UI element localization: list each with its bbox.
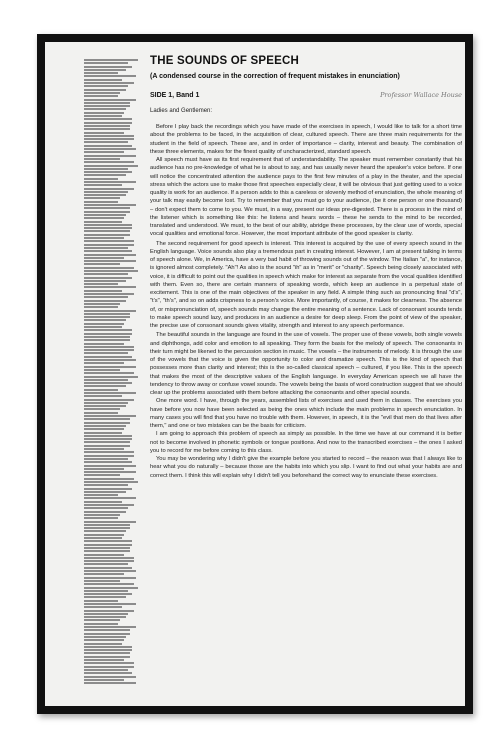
side-text-line: [84, 346, 134, 348]
side-text-line: [84, 89, 126, 91]
side-text-line: [84, 590, 128, 592]
side-text-line: [84, 62, 128, 64]
side-text-line: [84, 666, 134, 668]
side-text-line: [84, 296, 128, 298]
side-text-line: [84, 247, 128, 249]
side-text-line: [84, 639, 124, 641]
side-text-line: [84, 165, 138, 167]
document-title: THE SOUNDS OF SPEECH: [150, 55, 300, 67]
side-text-line: [84, 286, 136, 288]
side-text-line: [84, 108, 126, 110]
side-text-line: [84, 326, 122, 328]
side-text-line: [84, 359, 136, 361]
side-text-line: [84, 132, 124, 134]
side-text-line: [84, 412, 118, 414]
side-text-line: [84, 613, 128, 615]
side-text-line: [84, 408, 120, 410]
side-text-line: [84, 221, 122, 223]
side-text-line: [84, 362, 124, 364]
side-text-line: [84, 507, 128, 509]
side-text-line: [84, 461, 132, 463]
side-text-line: [84, 273, 128, 275]
side-text-line: [84, 672, 132, 674]
side-text-line: [84, 435, 132, 437]
side-text-line: [84, 554, 124, 556]
side-text-line: [84, 181, 136, 183]
side-text-line: [84, 669, 128, 671]
side-text-line: [84, 227, 132, 229]
side-text-line: [84, 92, 120, 94]
side-text-line: [84, 415, 136, 417]
side-text-line: [84, 593, 132, 595]
side-text-line: [84, 600, 118, 602]
side-text-line: [84, 280, 126, 282]
side-text-line: [84, 438, 132, 440]
side-text-line: [84, 125, 130, 127]
side-text-line: [84, 474, 120, 476]
side-text-line: [84, 207, 130, 209]
paragraph: You may be wondering why I didn't give the example before you started to record – the reason was that I always like to hear what you do naturally – because those are the habits into which you slip. I want to find out what your habits are and correct them. I think this will explain why I didn't tell you beforehand the correct way to enunciate these exercises.: [150, 456, 462, 479]
side-text-line: [84, 155, 136, 157]
side-text-line: [84, 267, 134, 269]
side-text-line: [84, 75, 136, 77]
side-text-line: [84, 148, 136, 150]
side-text-line: [84, 468, 124, 470]
side-text-line: [84, 376, 138, 378]
side-text-line: [84, 484, 128, 486]
side-text-line: [84, 530, 126, 532]
side-text-line: [84, 395, 122, 397]
side-text-line: [84, 369, 120, 371]
side-text-line: [84, 610, 134, 612]
side-text-line: [84, 458, 128, 460]
side-text-line: [84, 128, 130, 130]
side-text-line: [84, 405, 126, 407]
side-text-line: [84, 616, 126, 618]
side-text-line: [84, 118, 132, 120]
side-text-line: [84, 491, 126, 493]
side-text-line: [84, 356, 132, 358]
side-text-line: [84, 161, 134, 163]
side-text-line: [84, 478, 134, 480]
side-text-line: [84, 135, 134, 137]
side-text-line: [84, 293, 134, 295]
side-text-line: [84, 184, 122, 186]
side-text-line: [84, 197, 120, 199]
side-text-line: [84, 441, 130, 443]
side-text-line: [84, 481, 138, 483]
side-text-line: [84, 145, 132, 147]
side-text-line: [84, 59, 138, 61]
side-text-line: [84, 626, 136, 628]
side-text-line: [84, 214, 126, 216]
side-text-line: [84, 570, 136, 572]
side-text-line: [84, 138, 134, 140]
side-text-line: [84, 102, 130, 104]
side-band-label: SIDE 1, Band 1: [150, 92, 200, 99]
side-text-line: [84, 656, 130, 658]
side-text-line: [84, 115, 122, 117]
side-text-line: [84, 537, 122, 539]
side-text-line: [84, 72, 118, 74]
side-text-line: [84, 244, 134, 246]
side-text-line: [84, 596, 126, 598]
side-text-line: [84, 494, 118, 496]
greeting: Ladies and Gentlemen:: [150, 108, 213, 114]
side-text-column: [84, 59, 138, 691]
side-text-line: [84, 643, 122, 645]
side-text-line: [84, 333, 132, 335]
side-text-line: [84, 560, 134, 562]
side-text-line: [84, 194, 126, 196]
side-text-line: [84, 606, 122, 608]
side-text-line: [84, 313, 130, 315]
side-text-line: [84, 514, 120, 516]
side-text-line: [84, 682, 136, 684]
side-text-line: [84, 263, 120, 265]
side-text-line: [84, 623, 118, 625]
side-text-line: [84, 389, 118, 391]
side-text-line: [84, 540, 132, 542]
side-text-line: [84, 303, 120, 305]
side-text-line: [84, 372, 134, 374]
side-text-line: [84, 237, 124, 239]
side-text-line: [84, 323, 124, 325]
paragraph: I am going to approach this problem of speech as simply as possible. In the time we have at our command it is better not to become involved in phonetic symbols or tongue positions. And now to the transcribed exercises – the ones I asked you to record for me before coming to this class.: [150, 431, 462, 454]
side-text-line: [84, 260, 136, 262]
side-text-line: [84, 336, 130, 338]
side-text-line: [84, 224, 132, 226]
paragraph: All speech must have as its first requirement that of understandability. The speaker must remember constantly that his audience has no pre-knowledge of what he is about to say, and has usually never heard the speaker's voice before. If one will notice the concentrated attention the audience pays to the first few minutes of a play in the theater, and the special stress which the actors use to make those first speeches especially clear, it will be obvious that just getting used to a voice quality is work for an audience. If a person adds to this a careless or slovenly method of enunciation, the whole meaning of your talk may easily become lost. Try to remember that you must go to your audience, (be it one person or one thousand) – don't expect them to come to you. We must, in a way, present our ideas pre-digested. There is a process in the mind of the listener which is something like this: he listens and hears words – these he sends to the mind to be recorded, translated and understood. We must, to the best of our ability, abridge these processes, by the clear use of words, special vocal qualities and emotional force. However, the most important attribute of the good speaker is clarity.: [150, 157, 462, 238]
paragraph: The beautiful sounds in the language are found in the use of vowels. The proper use of these vowels, both single vowels and diphthongs, add color and emotion to all speaking. They form the basis for the melody of speech. The consonants in their turn might be likened to the percussion section in music. The vowels – the instruments of melody. It is through the use of the vowels that the voice is given the opportunity to color and dramatize speech. This is the kind of speech that possesses more than clarity and interest; this is the so-called classical speech – cultured, if you like. This is the speech that makes the most of the descriptive values of the English language. In everyday American speech we all have the tendency to throw away or confuse vowel sounds. The vowels being the basis of word construction suggest that we should clear up the problems associated with them before attacking the consonants and other special sounds.: [150, 332, 462, 396]
side-text-line: [84, 676, 136, 678]
paragraph: Before I play back the recordings which you have made of the exercises in speech, I would like to talk for a short time about the problems to be faced, in the acquisition of clear, cultured speech. There are three main requirements for the student in the field of speech. These are, and in order of importance – clarity, interest and beauty. The combination of these three elements, makes for the finest quality of uncharacterized, standard speech.: [150, 124, 462, 155]
side-text-line: [84, 544, 132, 546]
side-text-line: [84, 300, 126, 302]
side-text-line: [84, 577, 136, 579]
document-subtitle: (A condensed course in the correction of frequent mistakes in enunciation): [150, 73, 400, 80]
side-text-line: [84, 158, 120, 160]
side-text-line: [84, 191, 128, 193]
side-text-line: [84, 329, 132, 331]
side-text-line: [84, 240, 134, 242]
side-text-line: [84, 636, 126, 638]
side-text-line: [84, 385, 126, 387]
side-text-line: [84, 402, 128, 404]
side-text-line: [84, 425, 126, 427]
side-text-line: [84, 122, 132, 124]
side-text-line: [84, 399, 134, 401]
side-text-line: [84, 521, 136, 523]
side-text-line: [84, 619, 120, 621]
side-text-line: [84, 283, 118, 285]
side-text-line: [84, 79, 122, 81]
side-text-line: [84, 379, 128, 381]
side-text-line: [84, 504, 134, 506]
side-text-line: [84, 547, 130, 549]
side-text-line: [84, 204, 136, 206]
side-text-line: [84, 563, 128, 565]
side-text-line: [84, 527, 130, 529]
side-text-line: [84, 567, 132, 569]
document-body: [150, 55, 462, 480]
side-text-line: [84, 99, 136, 101]
side-text-line: [84, 188, 134, 190]
side-text-line: [84, 488, 132, 490]
side-text-line: [84, 455, 134, 457]
side-text-line: [84, 451, 134, 453]
side-text-line: [84, 573, 124, 575]
side-text-line: [84, 629, 130, 631]
side-text-line: [84, 471, 136, 473]
side-text-line: [84, 445, 130, 447]
side-text-line: [84, 230, 130, 232]
side-text-line: [84, 603, 136, 605]
side-text-line: [84, 646, 132, 648]
side-text-line: [84, 422, 130, 424]
side-text-line: [84, 316, 130, 318]
side-band-row: [150, 91, 462, 99]
side-text-line: [84, 349, 134, 351]
side-text-line: [84, 234, 130, 236]
side-text-line: [84, 652, 130, 654]
side-text-line: [84, 105, 130, 107]
side-text-line: [84, 382, 132, 384]
signature: Professor Wallace House: [380, 91, 462, 99]
side-text-line: [84, 659, 124, 661]
side-text-line: [84, 580, 120, 582]
side-text-line: [84, 428, 124, 430]
side-text-line: [84, 174, 126, 176]
side-text-line: [84, 352, 128, 354]
paragraph: The second requirement for good speech is interest. This interest is acquired by the use of every speech sound in the English language. Voice sounds also play a tremendous part in creating interest. However, I am at present talking in terms of speech alone. We, in America, have a very bad habit of throwing sounds out of the window. The Italian "a", for instance, is ignored almost completely. "Ah"! As also is the sound "ih" as in "merit" or "charity". Speech being closely associated with voice, it is difficult to point out the qualities in speech which make for interest as separate from the vocal qualities identified with them. Even so, there are certain manners of speaking words, which keep an audience in a perpetual state of excitement. This is one of the main objectives of the speaker in any field. A simple thing such as pronouncing final "d's", "t's", "th's", and so on adds crispness to a person's voice. More importantly, of course, it makes for clearness. The absence of, or mispronunciation of, speech sounds may change the entire meaning of a sentence. Lack of consonant sounds tends to make speech sound lazy, and produces in an audience a desire for deep sleep. From the point of view of the speaker, the precise use of consonant sounds gives vitality, strength and interest to any speech performance.: [150, 240, 462, 329]
side-text-line: [84, 310, 136, 312]
side-text-line: [84, 270, 138, 272]
side-text-line: [84, 250, 132, 252]
side-text-line: [84, 587, 138, 589]
side-text-line: [84, 465, 136, 467]
side-text-line: [84, 277, 132, 279]
paragraph: One more word. I have, through the years, assembled lists of exercises and used them in classes. The exercises you have before you now have been selected as being the ones which include the main problems in speech enunciation. In many cases you will find that you have no trouble with them. However, in speech, it is the "evil that men do that lives after them," and one or two mistakes can be the basis for criticism.: [150, 398, 462, 429]
side-text-line: [84, 497, 136, 499]
side-text-line: [84, 366, 136, 368]
side-text-line: [84, 69, 126, 71]
side-text-line: [84, 217, 124, 219]
side-text-line: [84, 511, 126, 513]
side-text-line: [84, 534, 124, 536]
side-text-line: [84, 649, 132, 651]
side-text-line: [84, 501, 122, 503]
side-text-line: [84, 432, 122, 434]
side-text-line: [84, 254, 136, 256]
side-text-line: [84, 211, 130, 213]
side-text-line: [84, 178, 118, 180]
side-text-line: [84, 392, 136, 394]
side-text-line: [84, 82, 134, 84]
side-text-line: [84, 201, 118, 203]
side-text-line: [84, 95, 118, 97]
side-text-line: [84, 171, 132, 173]
side-text-line: [84, 85, 128, 87]
side-text-line: [84, 306, 118, 308]
side-text-line: [84, 517, 118, 519]
side-text-line: [84, 418, 130, 420]
side-text-line: [84, 679, 124, 681]
side-text-line: [84, 343, 124, 345]
side-text-line: [84, 633, 130, 635]
side-text-line: [84, 524, 130, 526]
side-text-line: [84, 557, 134, 559]
side-text-line: [84, 257, 124, 259]
side-text-line: [84, 448, 124, 450]
side-text-line: [84, 151, 124, 153]
side-text-line: [84, 66, 132, 68]
side-text-line: [84, 550, 130, 552]
side-text-line: [84, 339, 130, 341]
side-text-line: [84, 112, 124, 114]
side-text-line: [84, 319, 126, 321]
side-text-line: [84, 141, 128, 143]
side-text-line: [84, 662, 134, 664]
side-text-line: [84, 583, 134, 585]
side-text-line: [84, 168, 128, 170]
side-text-line: [84, 290, 122, 292]
